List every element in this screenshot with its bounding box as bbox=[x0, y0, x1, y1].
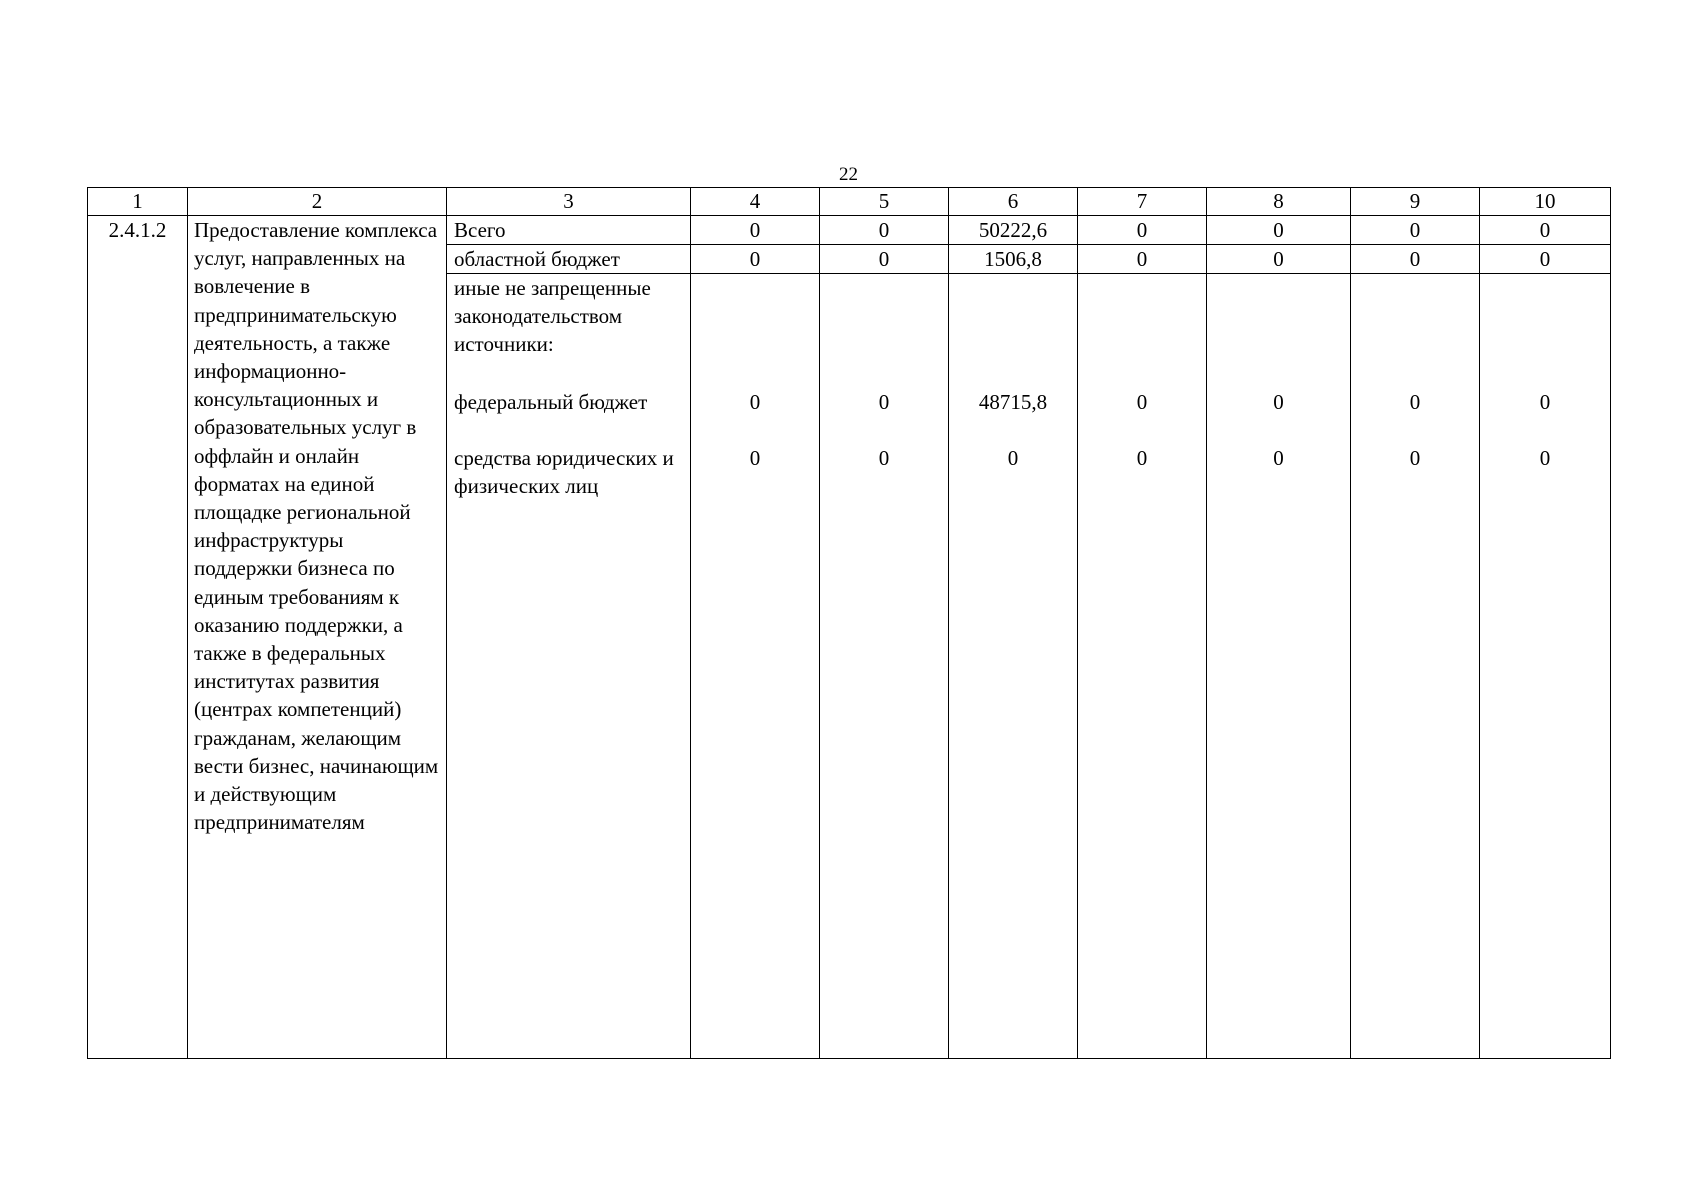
value-cell: 0 bbox=[1539, 446, 1551, 470]
value-cell: 0 bbox=[820, 216, 949, 245]
funding-table bbox=[87, 187, 1611, 1059]
source-label: федеральный бюджет bbox=[454, 390, 648, 414]
value-cell: 0 bbox=[820, 245, 949, 274]
value-cell: 0 bbox=[1007, 446, 1019, 470]
value-column bbox=[691, 274, 820, 1059]
header-cell: 7 bbox=[1078, 188, 1207, 216]
value-cell: 0 bbox=[1273, 390, 1284, 414]
header-cell: 10 bbox=[1480, 188, 1611, 216]
value-cell: 48715,8 bbox=[978, 390, 1048, 414]
row-code: 2.4.1.2 bbox=[88, 216, 188, 1059]
source-label: Всего bbox=[447, 216, 691, 245]
value-cell: 0 bbox=[691, 216, 820, 245]
value-cell: 0 bbox=[1136, 390, 1148, 414]
value-column bbox=[1480, 274, 1611, 1059]
value-column bbox=[1351, 274, 1480, 1059]
value-cell: 0 bbox=[1409, 390, 1421, 414]
value-cell: 0 bbox=[1480, 245, 1611, 274]
value-cell: 0 bbox=[1136, 446, 1148, 470]
other-sources-label: иные не запрещенные законодательством источники: bbox=[454, 276, 651, 356]
other-sources-cell bbox=[447, 274, 691, 1059]
header-row bbox=[88, 188, 1611, 216]
page-number: 22 bbox=[839, 164, 858, 185]
header-cell: 4 bbox=[691, 188, 820, 216]
header-cell: 6 bbox=[949, 188, 1078, 216]
header-cell: 8 bbox=[1207, 188, 1351, 216]
value-cell: 0 bbox=[1351, 216, 1480, 245]
value-column bbox=[1207, 274, 1351, 1059]
source-label: средства юридических и физических лиц bbox=[454, 446, 674, 498]
value-cell: 0 bbox=[1409, 446, 1421, 470]
value-cell: 0 bbox=[1351, 245, 1480, 274]
row-name: Предоставление комплекса услуг, направленных на вовлечение в предпринимательскую деятельность, а также информационно-консультационных и образовательных услуг в оффлайн и онлайн форматах на единой площадке региональной инфраструктуры поддержки бизнеса по единым требованиям к оказанию поддержки, а также в федеральных институтах развития (центрах компетенций) гражданам, желающим вести бизнес, начинающим и действующим предпринимателям bbox=[188, 216, 447, 1059]
value-cell: 1506,8 bbox=[949, 245, 1078, 274]
value-cell: 0 bbox=[878, 390, 890, 414]
value-cell: 0 bbox=[1078, 245, 1207, 274]
value-cell: 0 bbox=[1273, 446, 1284, 470]
value-column bbox=[1078, 274, 1207, 1059]
header-cell: 2 bbox=[188, 188, 447, 216]
table-row bbox=[88, 216, 1611, 245]
value-cell: 0 bbox=[1078, 216, 1207, 245]
header-cell: 3 bbox=[447, 188, 691, 216]
header-cell: 1 bbox=[88, 188, 188, 216]
value-cell: 0 bbox=[1480, 216, 1611, 245]
value-cell: 0 bbox=[878, 446, 890, 470]
value-cell: 0 bbox=[749, 446, 761, 470]
value-cell: 0 bbox=[691, 245, 820, 274]
header-cell: 5 bbox=[820, 188, 949, 216]
value-cell: 50222,6 bbox=[949, 216, 1078, 245]
value-cell: 0 bbox=[1207, 216, 1351, 245]
header-cell: 9 bbox=[1351, 188, 1480, 216]
source-label: областной бюджет bbox=[447, 245, 691, 274]
value-column bbox=[949, 274, 1078, 1059]
value-cell: 0 bbox=[1207, 245, 1351, 274]
value-column bbox=[820, 274, 949, 1059]
value-cell: 0 bbox=[1539, 390, 1551, 414]
value-cell: 0 bbox=[749, 390, 761, 414]
